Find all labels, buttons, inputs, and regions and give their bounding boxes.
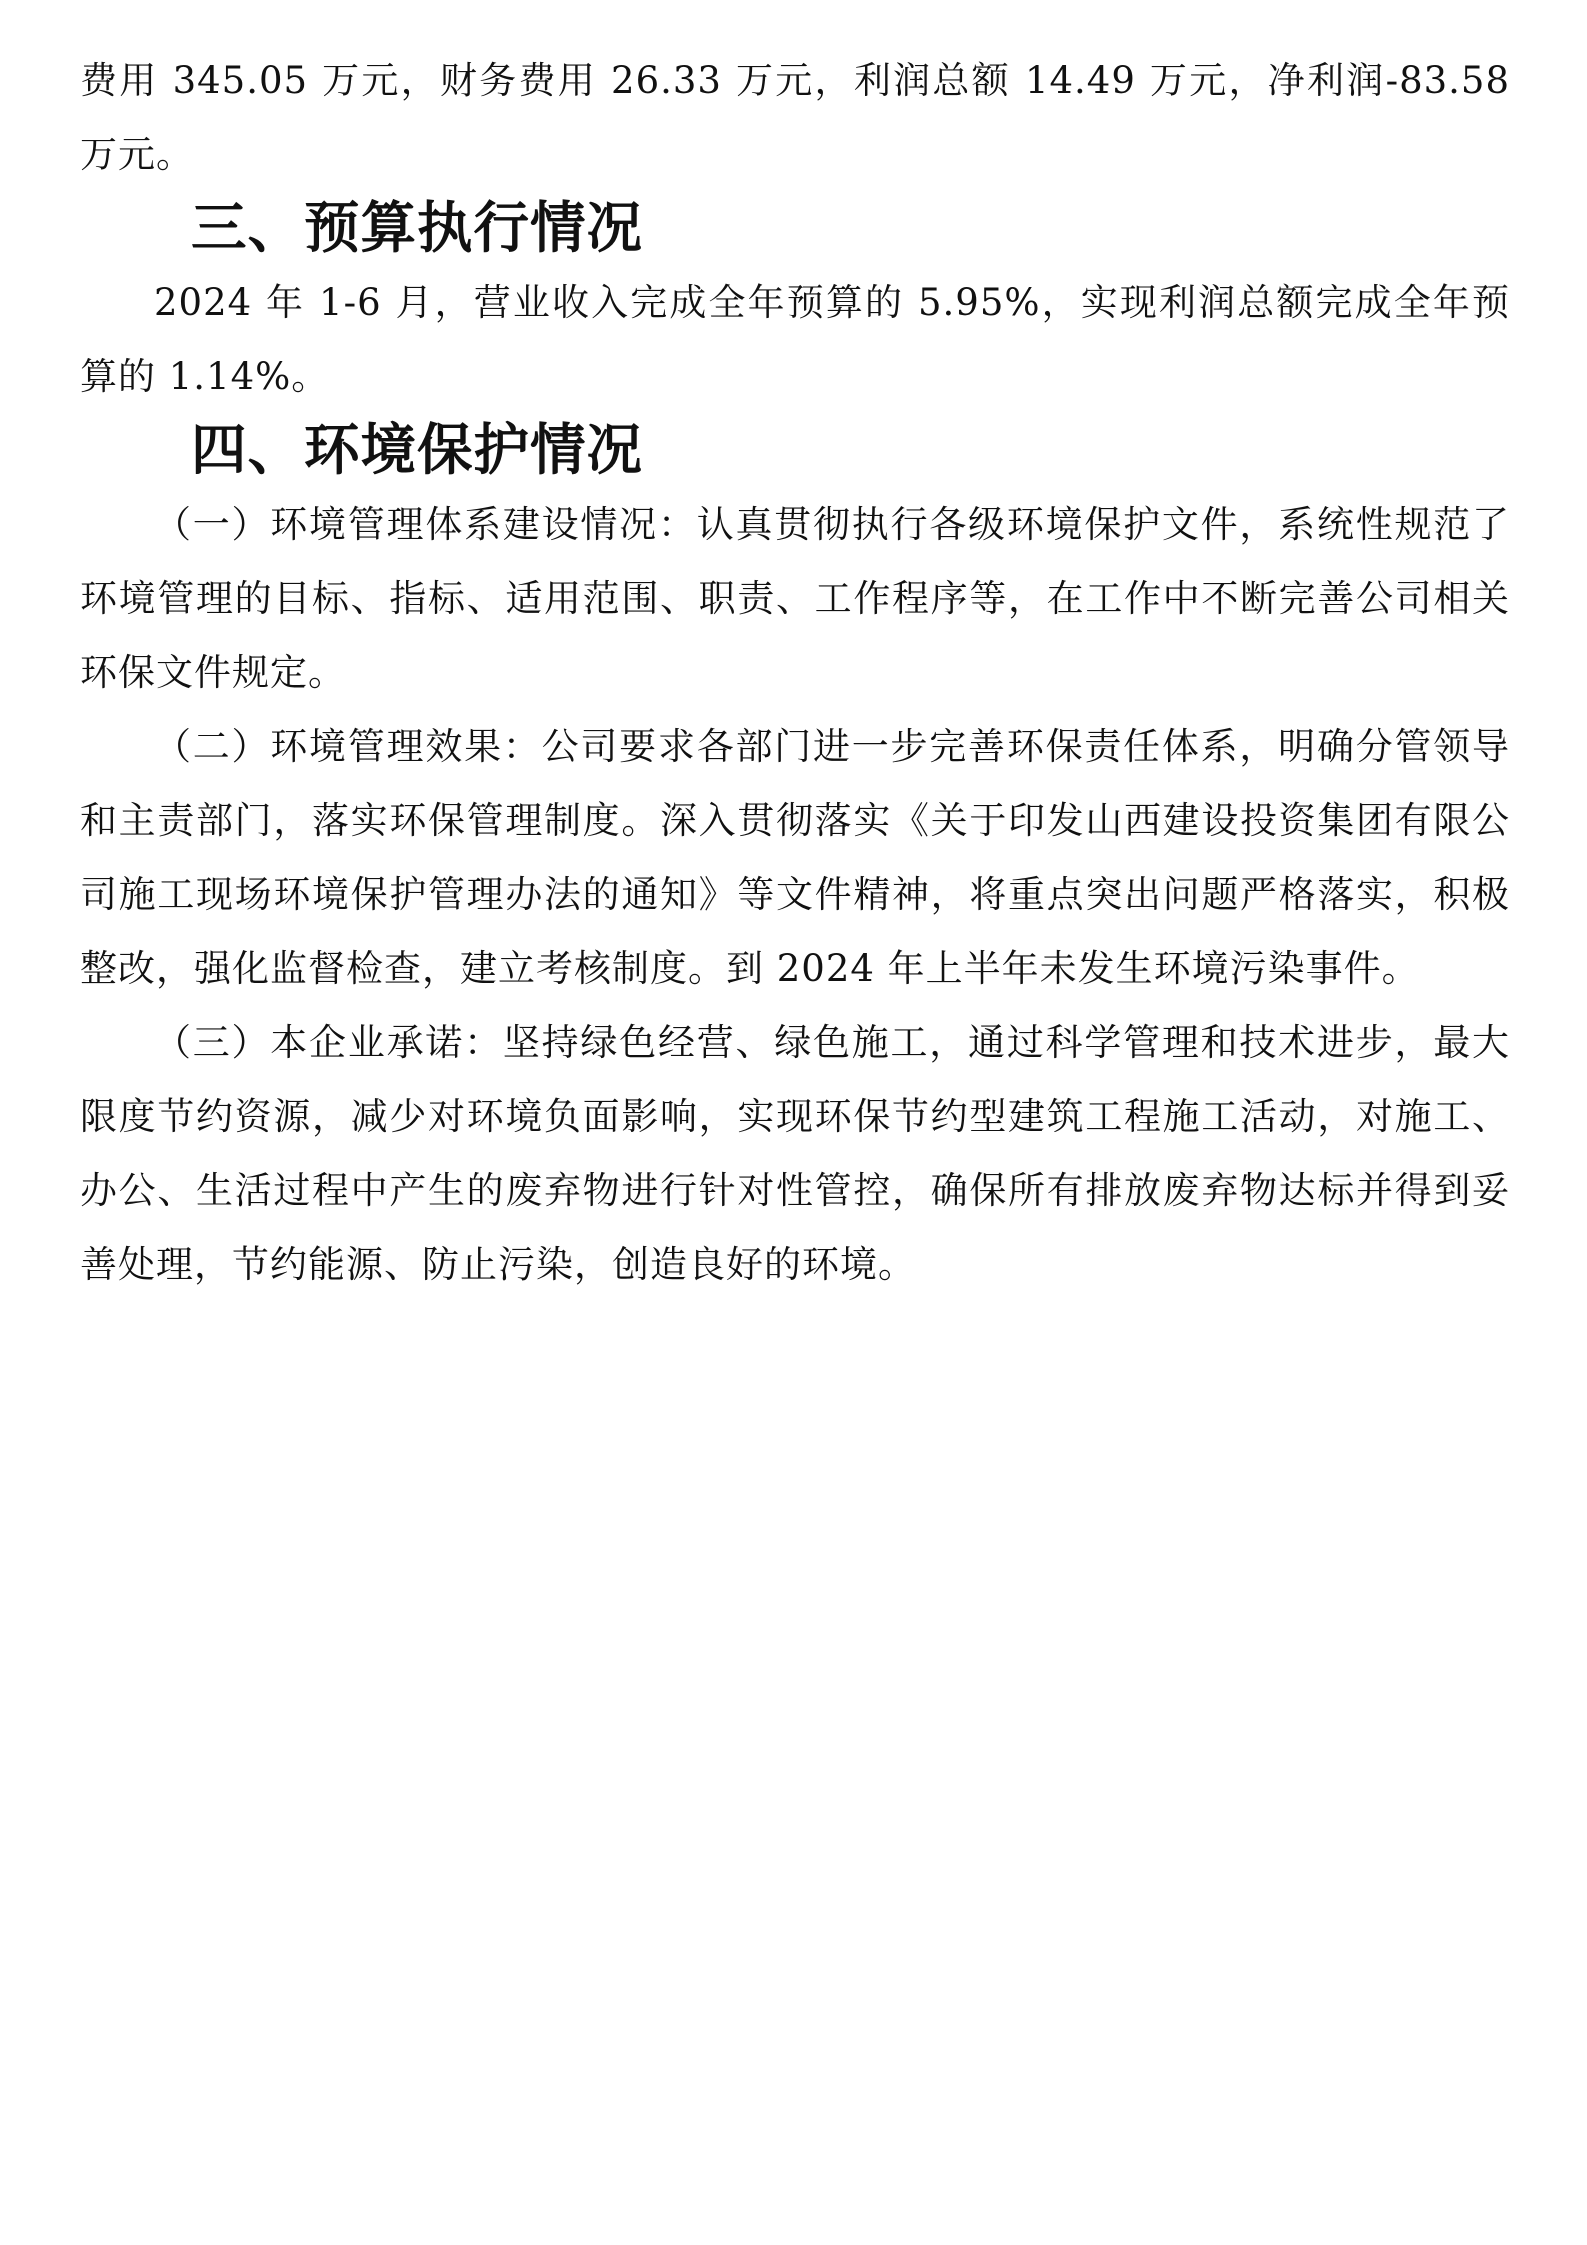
section-heading-budget: 三、预算执行情况 <box>191 196 644 261</box>
enterprise-commitment-paragraph: （三）本企业承诺：坚持绿色经营、绿色施工，通过科学管理和技术进步，最大限度节约资源，减少对环境负面影响，实现环保节约型建筑工程施工活动，对施工、办公、生活过程中产生的废弃物进行针对性管控，确保所有排放废弃物达标并得到妥善处理，节约能源、防止污染，创造良好的环境。 <box>80 1021 1510 1286</box>
environment-management-system-paragraph: （一）环境管理体系建设情况：认真贯彻执行各级环境保护文件，系统性规范了环境管理的目标、指标、适用范围、职责、工作程序等，在工作中不断完善公司相关环保文件规定。 <box>80 503 1510 694</box>
document-page <box>80 44 1510 1302</box>
section-heading-environment: 四、环境保护情况 <box>191 418 644 483</box>
budget-paragraph: 2024 年 1-6 月，营业收入完成全年预算的 5.95%，实现利润总额完成全年预算的 1.14%。 <box>80 281 1510 398</box>
continuation-paragraph: 费用 345.05 万元，财务费用 26.33 万元，利润总额 14.49 万元，净利润-83.58 万元。 <box>80 59 1510 176</box>
environment-management-effect-paragraph: （二）环境管理效果：公司要求各部门进一步完善环保责任体系，明确分管领导和主责部门，落实环保管理制度。深入贯彻落实《关于印发山西建设投资集团有限公司施工现场环境保护管理办法的通知》等文件精神，将重点突出问题严格落实，积极整改，强化监督检查，建立考核制度。到 2024 年上半年未发生环境污染事件。 <box>80 725 1510 990</box>
